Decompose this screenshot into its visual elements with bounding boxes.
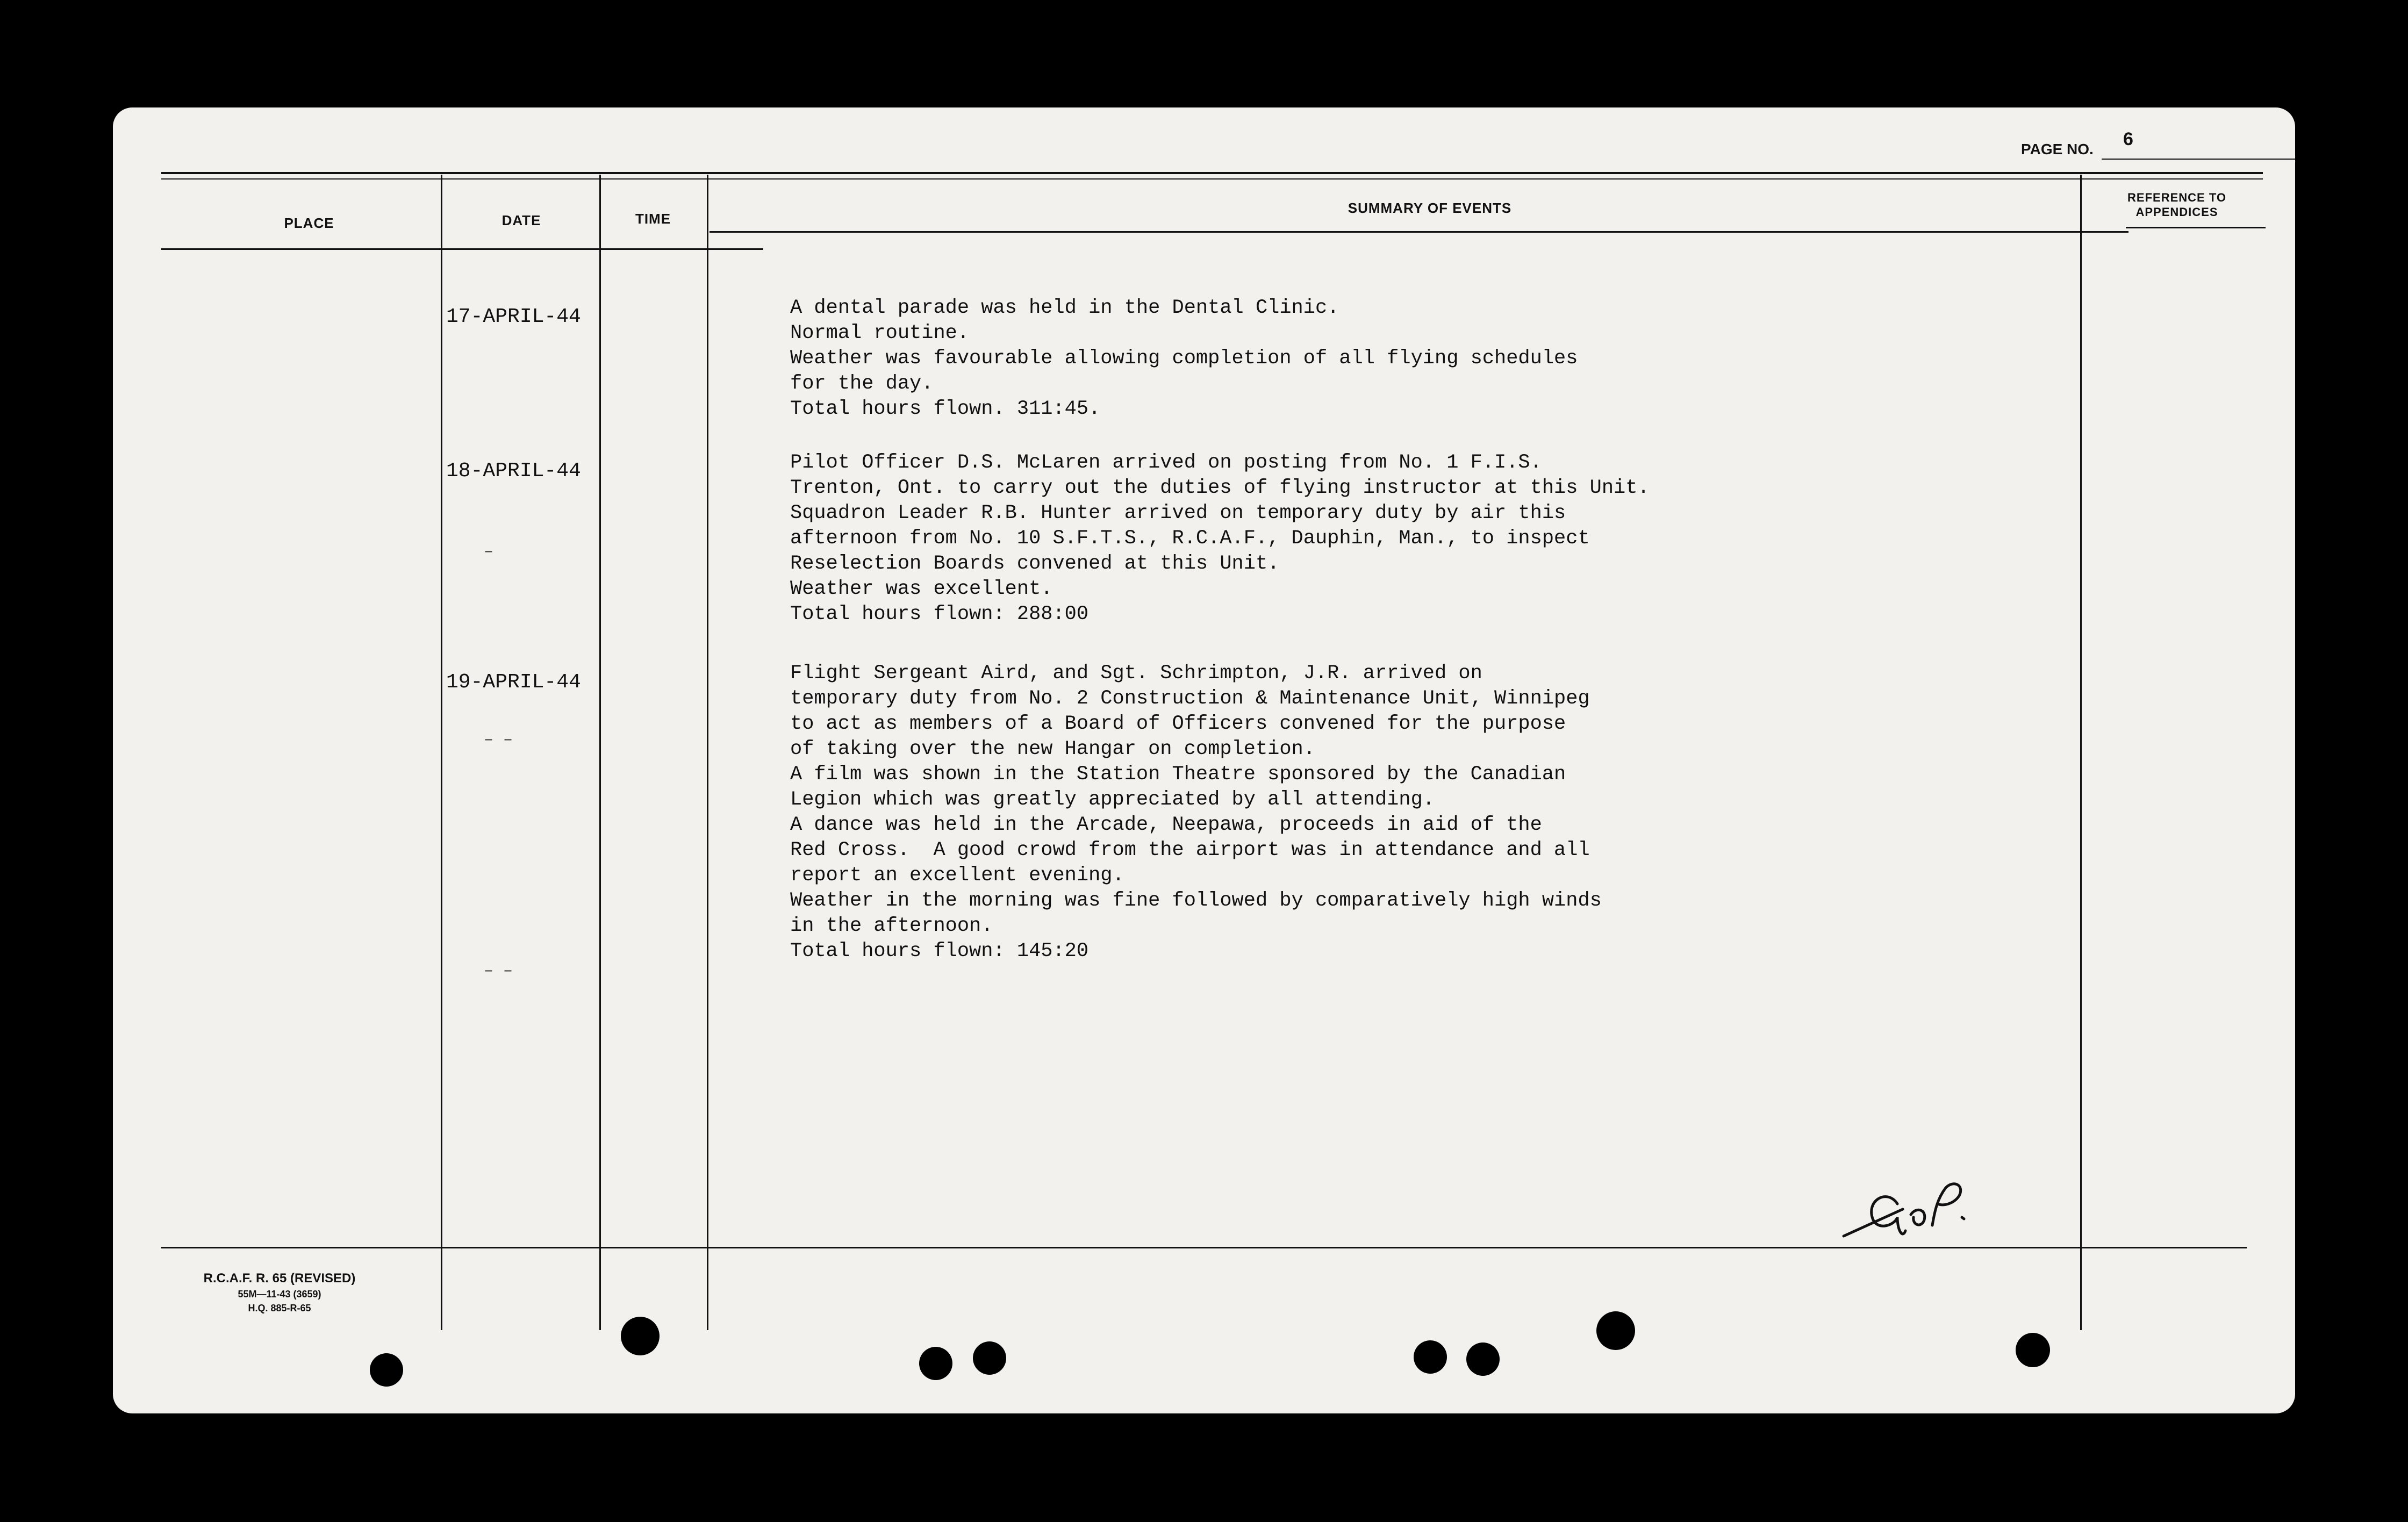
header-date: DATE (501, 212, 541, 228)
entry-line: A dental parade was held in the Dental Clinic. (790, 297, 1339, 319)
form-number: R.C.A.F. R. 65 (REVISED) (203, 1271, 356, 1286)
entry-date: 17-APRIL-44 (446, 305, 581, 328)
page-number-label: PAGE NO. (2021, 141, 2094, 157)
punch-hole (370, 1353, 403, 1387)
header-top-rule-2 (161, 178, 2263, 180)
header-reference-line2: APPENDICES (2135, 205, 2218, 219)
form-print-code: 55M—11-43 (3659) (238, 1289, 321, 1300)
entry-line: Weather was excellent. (790, 578, 1053, 600)
entry-text (790, 450, 1811, 627)
entry-line: for the day. (790, 372, 934, 395)
entry-text (790, 296, 1811, 422)
entry-line: Total hours flown: 145:20 (790, 940, 1089, 963)
header-bottom-rule-reference (2126, 227, 2266, 228)
date-column-dash-mark: – – (484, 731, 513, 749)
entry-line: A dance was held in the Arcade, Neepawa, proceeds in aid of the (790, 814, 1542, 836)
entry-line: Normal routine. (790, 322, 970, 344)
form-hq-code: H.Q. 885-R-65 (248, 1303, 311, 1313)
entry-line: of taking over the new Hangar on completion. (790, 738, 1315, 760)
entry-line: Trenton, Ont. to carry out the duties of flying instructor at this Unit. (790, 477, 1650, 499)
entry-line: Reselection Boards convened at this Unit. (790, 552, 1280, 575)
punch-hole (1414, 1340, 1447, 1374)
header-time: TIME (635, 211, 671, 227)
page-number-underline (2102, 159, 2295, 160)
entry-line: Weather was favourable allowing completion of all flying schedules (790, 347, 1578, 370)
column-divider-place-date (441, 175, 442, 1330)
header-top-rule (161, 172, 2263, 174)
diary-form-sheet (113, 107, 2295, 1413)
entry-line: Squadron Leader R.B. Hunter arrived on temporary duty by air this (790, 502, 1566, 525)
page-number-value: 6 (2123, 129, 2133, 149)
entry-line: Total hours flown: 288:00 (790, 603, 1089, 626)
date-column-dash-mark: – – (484, 962, 513, 980)
column-divider-time-summary (707, 175, 708, 1330)
entry-line: Weather in the morning was fine followed by comparatively high winds (790, 889, 1602, 912)
punch-hole (973, 1341, 1006, 1375)
punch-hole (1596, 1311, 1635, 1350)
entry-line: Flight Sergeant Aird, and Sgt. Schrimpton, J.R. arrived on (790, 662, 1482, 685)
punch-hole (919, 1347, 952, 1380)
date-column-dash-mark: – (484, 543, 494, 561)
entry-line: report an excellent evening. (790, 864, 1124, 887)
header-reference-line1: REFERENCE TO (2127, 191, 2226, 204)
header-summary-of-events: SUMMARY OF EVENTS (1348, 200, 1512, 216)
entry-line: Red Cross. A good crowd from the airport was in attendance and all (790, 839, 1590, 861)
punch-hole (621, 1317, 660, 1355)
entry-date: 19-APRIL-44 (446, 671, 581, 694)
header-bottom-rule-summary (710, 231, 2128, 233)
header-place: PLACE (284, 215, 334, 231)
entry-text (790, 661, 1811, 964)
entry-line: A film was shown in the Station Theatre sponsored by the Canadian (790, 763, 1566, 786)
entry-line: afternoon from No. 10 S.F.T.S., R.C.A.F., Dauphin, Man., to inspect (790, 527, 1590, 550)
punch-hole (1466, 1342, 1500, 1376)
entry-line: Pilot Officer D.S. McLaren arrived on posting from No. 1 F.I.S. (790, 451, 1542, 474)
entry-line: in the afternoon. (790, 915, 993, 937)
punch-hole (2016, 1333, 2050, 1367)
entry-line: Legion which was greatly appreciated by all attending. (790, 788, 1435, 811)
column-divider-summary-reference (2080, 175, 2082, 1330)
entry-line: to act as members of a Board of Officers convened for the purpose (790, 713, 1566, 735)
header-bottom-rule-left (161, 248, 763, 250)
entry-line: temporary duty from No. 2 Construction & Maintenance Unit, Winnipeg (790, 687, 1590, 710)
initials-signature (1822, 1150, 1983, 1252)
column-divider-date-time (599, 175, 601, 1330)
entry-line: Total hours flown. 311:45. (790, 398, 1101, 420)
entry-date: 18-APRIL-44 (446, 460, 581, 483)
